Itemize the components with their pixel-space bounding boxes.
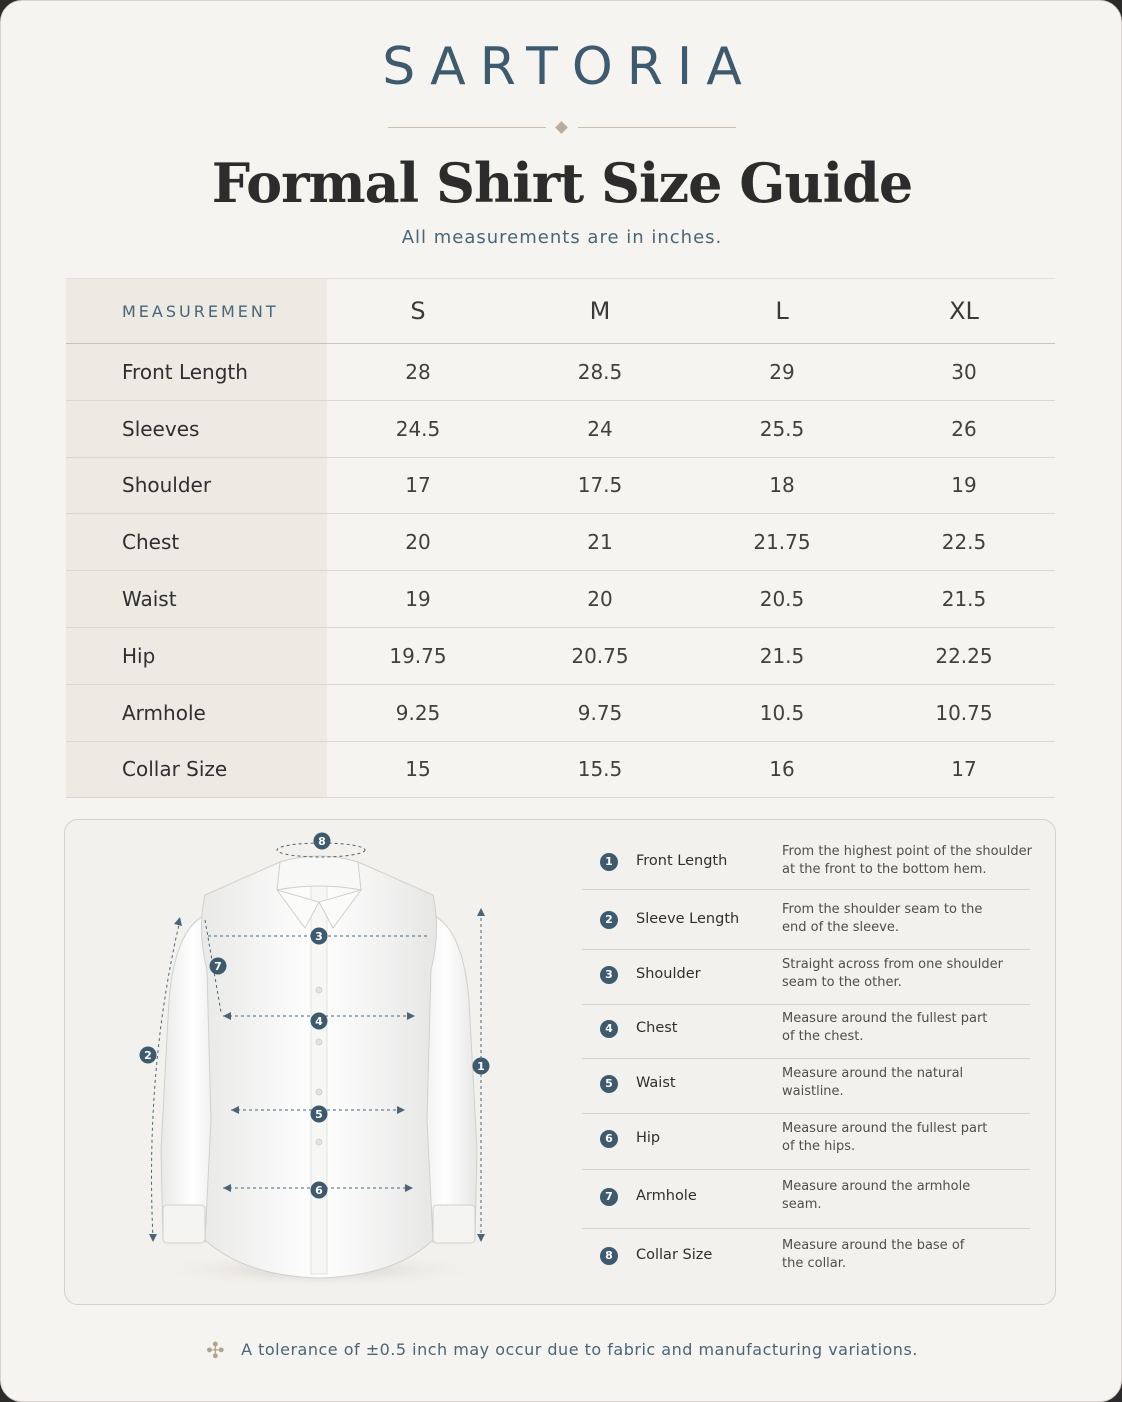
size-value-cell: 24 — [509, 400, 691, 457]
legend-description — [782, 843, 1042, 879]
legend-number-badge: 1 — [600, 853, 618, 871]
size-value-cell: 21.5 — [691, 627, 873, 684]
legend-item — [582, 1005, 1030, 1059]
size-value-cell: 22.25 — [873, 627, 1055, 684]
legend-number-badge: 4 — [600, 1020, 618, 1038]
diagram-marker — [210, 958, 227, 975]
divider-right — [578, 127, 736, 128]
table-row — [66, 344, 1055, 401]
legend-description — [782, 1065, 1042, 1101]
size-value-cell: 28 — [327, 344, 509, 401]
legend-number-badge: 2 — [600, 911, 618, 929]
legend-label: Front Length — [636, 853, 728, 869]
divider-left — [388, 127, 546, 128]
size-value-cell: 16 — [691, 741, 873, 798]
size-value-cell: 28.5 — [509, 344, 691, 401]
svg-text:1: 1 — [477, 1060, 485, 1073]
legend-description — [782, 1178, 1042, 1214]
legend-description-line: From the shoulder seam to the — [782, 901, 983, 917]
size-value-cell: 24.5 — [327, 400, 509, 457]
svg-text:5: 5 — [315, 1108, 323, 1121]
size-value-cell: 15.5 — [509, 741, 691, 798]
size-value-cell: 20.75 — [509, 627, 691, 684]
legend-description-line: Straight across from one shoulder — [782, 956, 1003, 972]
size-value-cell: 25.5 — [691, 400, 873, 457]
tolerance-text: A tolerance of ±0.5 inch may occur due to fabric and manufacturing variations. — [241, 1340, 918, 1359]
svg-text:4: 4 — [315, 1015, 323, 1028]
size-value-cell: 10.5 — [691, 684, 873, 741]
measurement-guide-panel — [64, 819, 1056, 1305]
table-row — [66, 457, 1055, 514]
legend-description-line: of the hips. — [782, 1139, 856, 1154]
diamond-ornament-icon — [555, 121, 568, 134]
legend-number-badge: 3 — [600, 966, 618, 984]
row-label: Chest — [66, 514, 327, 571]
legend-description-line: From the highest point of the shoulder — [782, 844, 1032, 859]
size-value-cell: 20 — [327, 514, 509, 571]
size-value-cell: 21.75 — [691, 514, 873, 571]
header-cell-size: M — [509, 279, 691, 344]
size-value-cell: 9.75 — [509, 684, 691, 741]
legend-number-badge: 7 — [600, 1188, 618, 1206]
header-cell-size: XL — [873, 279, 1055, 344]
svg-text:8: 8 — [318, 835, 326, 848]
svg-text:2: 2 — [144, 1049, 152, 1062]
size-value-cell: 17 — [327, 457, 509, 514]
legend-item — [582, 1059, 1030, 1114]
legend-label: Sleeve Length — [636, 910, 740, 927]
table-row — [66, 627, 1055, 684]
size-value-cell: 15 — [327, 741, 509, 798]
table-header-row — [66, 279, 1055, 344]
legend-item — [582, 1229, 1030, 1289]
legend-description — [782, 1237, 1042, 1273]
diagram-marker — [311, 1106, 328, 1123]
svg-text:7: 7 — [214, 960, 222, 973]
legend-item — [582, 895, 1030, 950]
legend-label: Collar Size — [636, 1247, 713, 1263]
legend-description-line: end of the sleeve. — [782, 919, 899, 935]
size-value-cell: 20 — [509, 571, 691, 628]
size-value-cell: 22.5 — [873, 514, 1055, 571]
page-title: Formal Shirt Size Guide — [211, 151, 913, 215]
diagram-marker — [314, 833, 331, 850]
legend-description — [782, 956, 1042, 992]
legend-description-line: the collar. — [782, 1256, 847, 1271]
size-value-cell: 19 — [327, 571, 509, 628]
legend-number-badge: 8 — [600, 1247, 618, 1265]
legend-description-line: seam. — [782, 1196, 822, 1212]
tolerance-note — [1, 1339, 1122, 1364]
diagram-marker — [311, 1182, 328, 1199]
sparkle-icon: ✣ — [206, 1339, 226, 1364]
size-value-cell: 9.25 — [327, 684, 509, 741]
size-value-cell: 20.5 — [691, 571, 873, 628]
legend-label: Waist — [636, 1074, 676, 1091]
shirt-diagram — [65, 820, 585, 1306]
legend-description-line: waistline. — [782, 1083, 844, 1099]
legend-description-line: at the front to the bottom hem. — [782, 862, 987, 877]
diagram-marker — [311, 1013, 328, 1030]
row-label: Front Length — [66, 344, 327, 401]
legend-item — [582, 1114, 1030, 1170]
legend-description-line: of the chest. — [782, 1029, 864, 1044]
table-row — [66, 514, 1055, 571]
table-row — [66, 400, 1055, 457]
legend-label: Armhole — [636, 1187, 697, 1204]
header-cell-size: L — [691, 279, 873, 344]
legend-description-line: Measure around the fullest part — [782, 1121, 988, 1136]
brand-logo: SARTORIA — [382, 37, 756, 97]
legend-label: Hip — [636, 1130, 661, 1146]
header-cell-size: S — [327, 279, 509, 344]
row-label: Hip — [66, 627, 327, 684]
legend-number-badge: 6 — [600, 1130, 618, 1148]
size-value-cell: 19.75 — [327, 627, 509, 684]
size-table — [66, 278, 1055, 798]
size-value-cell: 17.5 — [509, 457, 691, 514]
diagram-marker — [140, 1047, 157, 1064]
diagram-marker — [311, 928, 328, 945]
legend-description-line: Measure around the base of — [782, 1238, 965, 1253]
size-value-cell: 21 — [509, 514, 691, 571]
legend-label: Chest — [636, 1020, 678, 1036]
legend-description — [782, 901, 1042, 937]
size-value-cell: 18 — [691, 457, 873, 514]
size-value-cell: 17 — [873, 741, 1055, 798]
svg-text:3: 3 — [315, 930, 323, 943]
row-label: Armhole — [66, 684, 327, 741]
legend-item — [582, 1170, 1030, 1229]
legend-item — [582, 840, 1030, 890]
row-label: Shoulder — [66, 457, 327, 514]
size-value-cell: 19 — [873, 457, 1055, 514]
row-label: Sleeves — [66, 400, 327, 457]
page-subtitle: All measurements are in inches. — [401, 227, 723, 248]
header-cell-measurement: MEASUREMENT — [66, 279, 327, 344]
legend-description — [782, 1010, 1042, 1046]
size-value-cell: 26 — [873, 400, 1055, 457]
row-label: Collar Size — [66, 741, 327, 798]
table-row — [66, 571, 1055, 628]
size-value-cell: 21.5 — [873, 571, 1055, 628]
legend-description — [782, 1120, 1042, 1156]
legend-item — [582, 950, 1030, 1005]
diagram-marker — [473, 1058, 490, 1075]
legend-description-line: seam to the other. — [782, 974, 902, 990]
legend-description-line: Measure around the armhole — [782, 1178, 971, 1194]
table-row — [66, 741, 1055, 798]
legend-description-line: Measure around the natural — [782, 1065, 964, 1081]
legend-description-line: Measure around the fullest part — [782, 1011, 988, 1026]
legend-label: Shoulder — [636, 965, 701, 982]
table-row — [66, 684, 1055, 741]
size-value-cell: 30 — [873, 344, 1055, 401]
legend-number-badge: 5 — [600, 1075, 618, 1093]
svg-text:6: 6 — [315, 1184, 323, 1197]
size-value-cell: 10.75 — [873, 684, 1055, 741]
shirt-illustration — [65, 820, 585, 1306]
row-label: Waist — [66, 571, 327, 628]
size-value-cell: 29 — [691, 344, 873, 401]
